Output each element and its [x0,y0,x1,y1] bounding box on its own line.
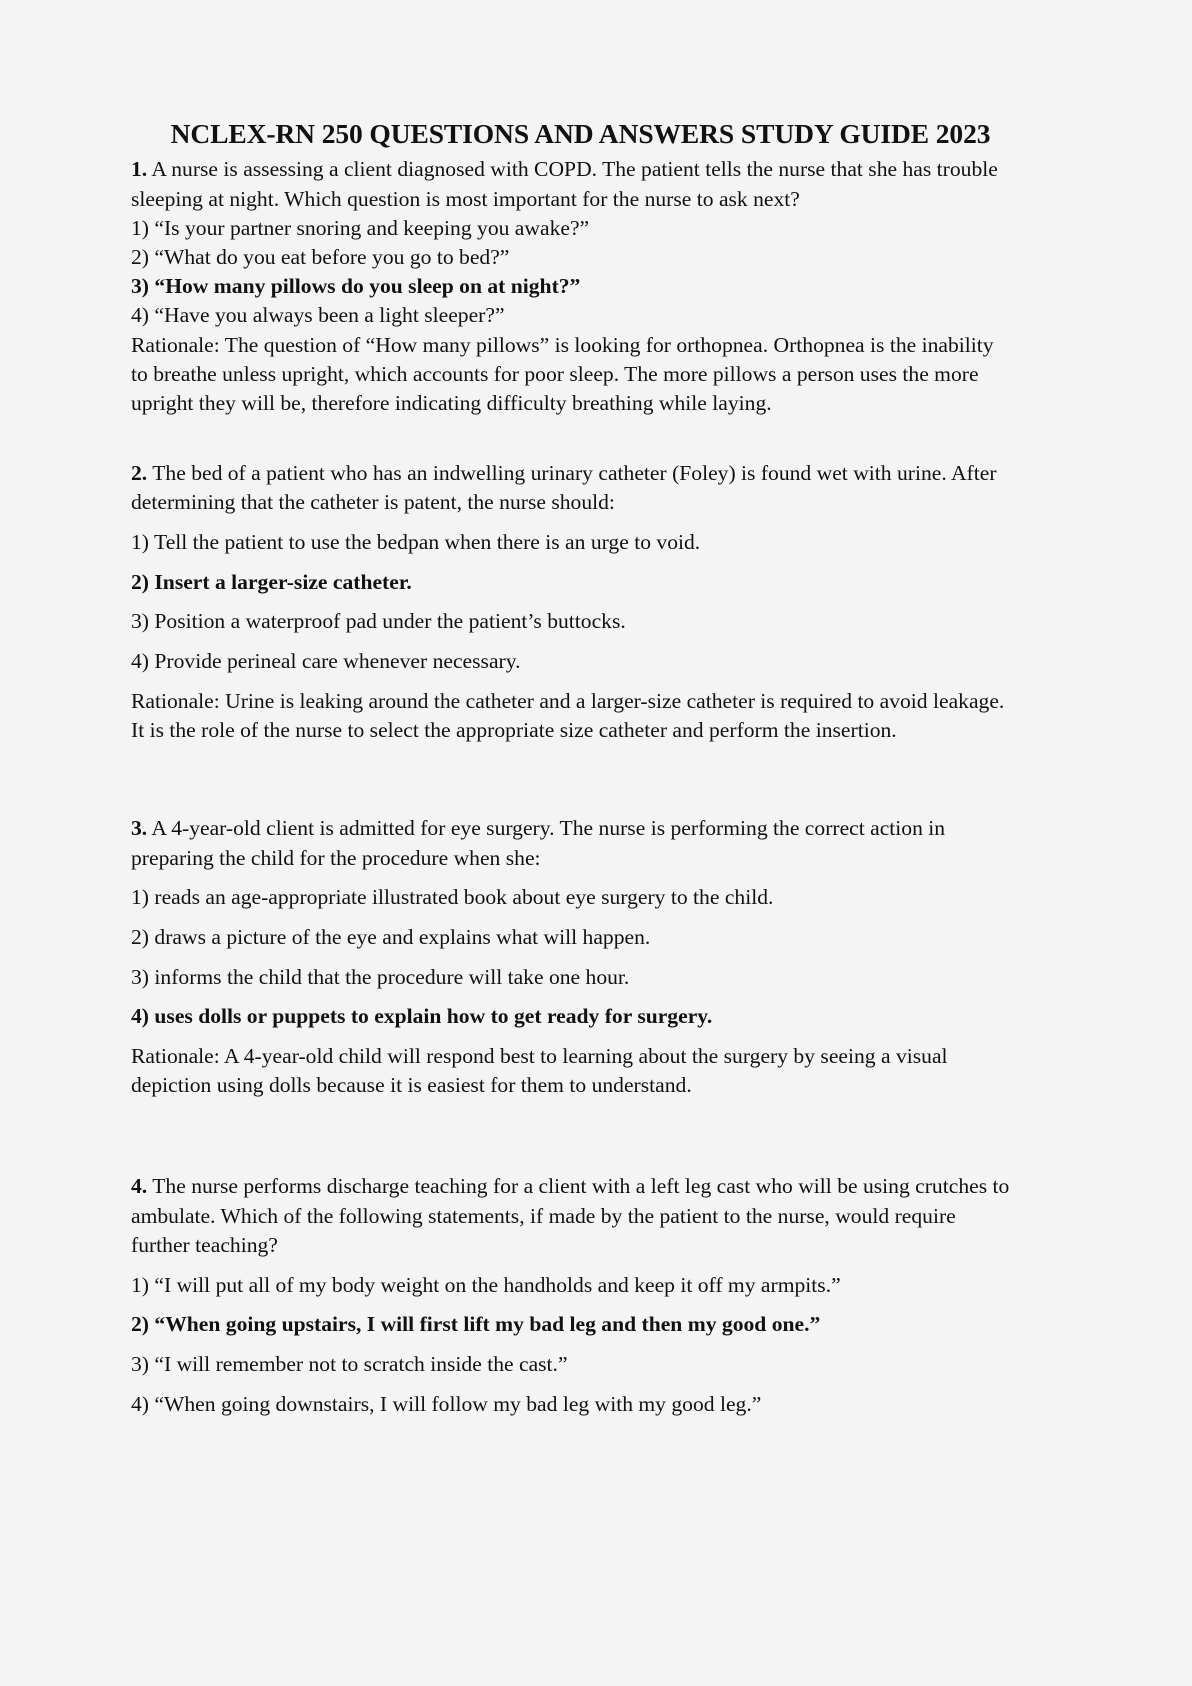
question-3-rationale-line-1: Rationale: A 4-year-old child will respond best to learning about the surgery by seeing a visual [131,1044,948,1069]
question-2-rationale-line-2: It is the role of the nurse to select the appropriate size catheter and perform the insertion. [131,718,897,743]
question-2-rationale-line-1: Rationale: Urine is leaking around the catheter and a larger-size catheter is required to avoid leakage. [131,688,1005,713]
question-1-stem-line-1 [131,155,1030,184]
option-label: 2) [131,244,149,269]
question-2-option-1[interactable] [131,518,1030,558]
question-1-option-1[interactable] [131,214,1030,243]
block-spacer [131,1100,1030,1172]
question-2-number: 2. [131,461,148,486]
question-4-option-4[interactable] [131,1379,1030,1419]
question-3-stem-line-1 [131,814,1030,843]
question-block-4 [131,1172,1030,1418]
block-spacer [131,745,1030,814]
question-4-stem-line-3: further teaching? [131,1232,278,1257]
question-1-number: 1. [131,157,148,182]
option-text: “When going downstairs, I will follow my bad leg with my good leg.” [154,1391,762,1416]
option-label: 1) [131,1272,149,1297]
question-4-number: 4. [131,1174,148,1199]
option-text: “When going upstairs, I will first lift my bad leg and then my good one.” [154,1312,821,1337]
question-1-stem-text-1: A nurse is assessing a client diagnosed with COPD. The patient tells the nurse that she has trouble [151,157,998,182]
question-3-stem-line-2: preparing the child for the procedure when she: [131,845,541,870]
question-2-option-3[interactable] [131,597,1030,637]
question-2-option-2[interactable] [131,557,1030,597]
option-label: 4) [131,649,149,674]
option-label: 3) [131,964,149,989]
option-label: 4) [131,1391,149,1416]
question-3-option-1[interactable] [131,873,1030,913]
option-label: 2) [131,924,149,949]
option-label: 2) [131,1312,149,1337]
question-4-stem-text-1: The nurse performs discharge teaching for a client with a left leg cast who will be using crutches to [152,1174,1010,1199]
question-4-stem-line-2: ambulate. Which of the following statements, if made by the patient to the nurse, would require [131,1203,956,1228]
question-4-stem-line-1 [131,1172,1030,1201]
question-1-option-2[interactable] [131,243,1030,272]
option-label: 1) [131,530,149,555]
question-1-option-3[interactable] [131,272,1030,301]
option-text: “I will remember not to scratch inside the cast.” [154,1351,568,1376]
question-3-number: 3. [131,816,148,841]
option-label: 3) [131,609,149,634]
question-2-stem-line-2: determining that the catheter is patent, the nurse should: [131,490,615,515]
question-2-stem-line-1 [131,459,1030,488]
question-3-option-4[interactable] [131,992,1030,1032]
option-text: Tell the patient to use the bedpan when there is an urge to void. [154,530,701,555]
option-label: 2) [131,569,149,594]
option-label: 4) [131,1004,149,1029]
question-3-rationale-line-2: depiction using dolls because it is easiest for them to understand. [131,1073,692,1098]
question-4-option-2[interactable] [131,1300,1030,1340]
page-title: NCLEX-RN 250 QUESTIONS AND ANSWERS STUDY GUIDE 2023 [170,118,991,149]
option-text: Provide perineal care whenever necessary. [154,649,521,674]
question-3-option-2[interactable] [131,912,1030,952]
option-text: “How many pillows do you sleep on at night?” [154,274,581,299]
question-2-stem-text-1: The bed of a patient who has an indwelling urinary catheter (Foley) is found wet with urine. After [152,461,997,486]
option-label: 1) [131,885,149,910]
question-block-3 [131,814,1030,1100]
block-spacer [131,418,1030,459]
option-label: 4) [131,303,149,328]
option-label: 1) [131,215,149,240]
option-label: 3) [131,274,149,299]
question-1-option-4[interactable] [131,301,1030,330]
option-text: “I will put all of my body weight on the handholds and keep it off my armpits.” [154,1272,841,1297]
question-1-rationale-line-2: to breathe unless upright, which accounts for poor sleep. The more pillows a person uses the more [131,361,979,386]
question-3-stem-text-1: A 4-year-old client is admitted for eye surgery. The nurse is performing the correct action in [151,816,946,841]
option-text: reads an age-appropriate illustrated book about eye surgery to the child. [154,885,774,910]
option-text: “Is your partner snoring and keeping you awake?” [154,215,590,240]
option-text: informs the child that the procedure will take one hour. [154,964,630,989]
option-text: “What do you eat before you go to bed?” [154,244,510,269]
option-label: 3) [131,1351,149,1376]
option-text: Position a waterproof pad under the patient’s buttocks. [154,609,626,634]
option-text: uses dolls or puppets to explain how to get ready for surgery. [154,1004,713,1029]
question-1-stem-line-2: sleeping at night. Which question is most important for the nurse to ask next? [131,186,800,211]
question-4-option-3[interactable] [131,1339,1030,1379]
question-block-2 [131,459,1030,745]
question-block-1 [131,155,1030,418]
question-4-option-1[interactable] [131,1260,1030,1300]
option-text: “Have you always been a light sleeper?” [154,303,505,328]
option-text: draws a picture of the eye and explains what will happen. [154,924,651,949]
question-1-rationale-line-3: upright they will be, therefore indicating difficulty breathing while laying. [131,390,772,415]
option-text: Insert a larger-size catheter. [154,569,412,594]
question-2-option-4[interactable] [131,637,1030,677]
question-3-option-3[interactable] [131,952,1030,992]
question-1-rationale-line-1: Rationale: The question of “How many pillows” is looking for orthopnea. Orthopnea is the inability [131,332,994,357]
